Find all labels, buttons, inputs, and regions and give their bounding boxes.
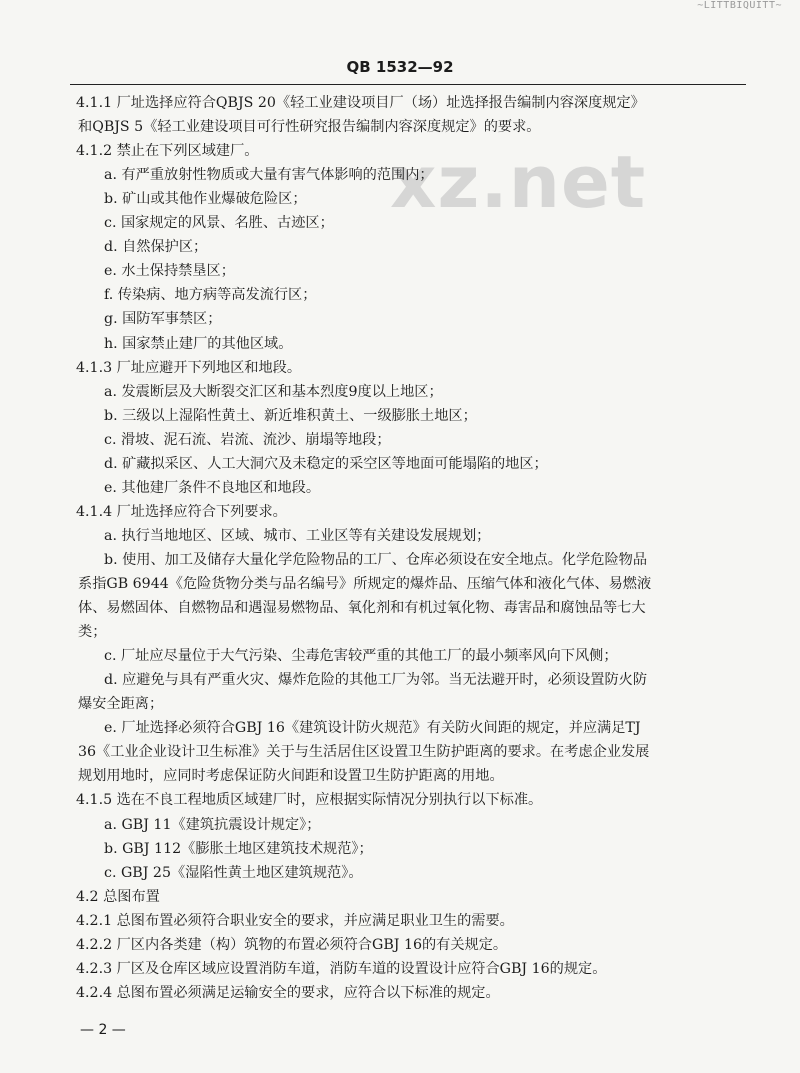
paragraph-line: 爆安全距离； <box>78 696 164 713</box>
paragraph-line: 36《工业企业设计卫生标准》关于与生活居住区设置卫生防护距离的要求。在考虑企业发展 <box>78 744 650 761</box>
section-line: 4.2.4 总图布置必须满足运输安全的要求，应符合以下标准的规定。 <box>76 984 500 1001</box>
paragraph-line: 类； <box>78 624 107 641</box>
list-item: e. 厂址选择必须符合GBJ 16《建筑设计防火规范》有关防火间距的规定，并应满足TJ <box>104 720 641 737</box>
list-item: a. GBJ 11《建筑抗震设计规定》； <box>104 816 321 833</box>
list-item: d. 自然保护区； <box>104 239 208 256</box>
paragraph-line: 和QBJS 5《轻工业建设项目可行性研究报告编制内容深度规定》的要求。 <box>78 119 541 136</box>
list-item: d. 矿藏拟采区、人工大洞穴及未稳定的采空区等地面可能塌陷的地区； <box>104 455 548 472</box>
list-item: b. 使用、加工及储存大量化学危险物品的工厂、仓库必须设在安全地点。化学危险物品 <box>104 551 648 568</box>
paragraph-line: 规划用地时，应同时考虑保证防火间距和设置卫生防护距离的用地。 <box>78 768 504 785</box>
standard-number: QB 1532—92 <box>346 58 454 76</box>
section-line: 4.2.3 厂区及仓库区域应设置消防车道，消防车道的设置设计应符合GBJ 16的规定。 <box>76 960 607 977</box>
section-line: 4.2.1 总图布置必须符合职业安全的要求，并应满足职业卫生的需要。 <box>76 912 514 929</box>
list-item: a. 有严重放射性物质或大量有害气体影响的范围内； <box>104 167 434 184</box>
header-rule <box>70 84 746 85</box>
page-number: — 2 — <box>80 1022 126 1038</box>
list-item: b. 矿山或其他作业爆破危险区； <box>104 191 307 208</box>
list-item: a. 发震断层及大断裂交汇区和基本烈度9度以上地区； <box>104 383 443 400</box>
watermark: xz.net <box>390 140 647 224</box>
list-item: a. 执行当地地区、区域、城市、工业区等有关建设发展规划； <box>104 527 491 544</box>
list-item: h. 国家禁止建厂的其他区域。 <box>104 335 293 352</box>
section-line: 4.1.5 选在不良工程地质区域建厂时，应根据实际情况分别执行以下标准。 <box>76 792 543 809</box>
list-item: c. GBJ 25《湿陷性黄土地区建筑规范》。 <box>104 864 363 881</box>
list-item: c. 国家规定的风景、名胜、古迹区； <box>104 215 334 232</box>
list-item: e. 其他建厂条件不良地区和地段。 <box>104 479 321 496</box>
list-item: f. 传染病、地方病等高发流行区； <box>104 287 317 304</box>
paragraph-line: 体、易燃固体、自燃物品和遇湿易燃物品、氧化剂和有机过氧化物、毒害品和腐蚀品等七大 <box>78 600 646 617</box>
section-line: 4.1.2 禁止在下列区域建厂。 <box>76 143 259 160</box>
list-item: b. GBJ 112《膨胀土地区建筑技术规范》； <box>104 840 373 857</box>
list-item: g. 国防军事禁区； <box>104 311 222 328</box>
list-item: c. 滑坡、泥石流、岩流、流沙、崩塌等地段； <box>104 431 391 448</box>
section-line: 4.1.1 厂址选择应符合QBJS 20《轻工业建设项目厂（场）址选择报告编制内容深度规定》 <box>76 95 645 111</box>
list-item: e. 水土保持禁垦区； <box>104 263 235 280</box>
section-line: 4.1.4 厂址选择应符合下列要求。 <box>76 503 287 520</box>
list-item: d. 应避免与具有严重火灾、爆炸危险的其他工厂为邻。当无法避开时，必须设置防火防 <box>104 672 648 689</box>
paragraph-line: 系指GB 6944《危险货物分类与品名编号》所规定的爆炸品、压缩气体和液化气体、易燃液 <box>78 576 652 592</box>
section-line: 4.2 总图布置 <box>76 888 160 905</box>
section-line: 4.1.3 厂址应避开下列地区和地段。 <box>76 359 302 376</box>
list-item: b. 三级以上湿陷性黄土、新近堆积黄土、一级膨胀土地区； <box>104 407 477 424</box>
list-item: c. 厂址应尽量位于大气污染、尘毒危害较严重的其他工厂的最小频率风向下风侧； <box>104 648 618 665</box>
section-line: 4.2.2 厂区内各类建（构）筑物的布置必须符合GBJ 16的有关规定。 <box>76 936 508 953</box>
corner-mark: ~LITTBIQUITT~ <box>697 0 782 11</box>
